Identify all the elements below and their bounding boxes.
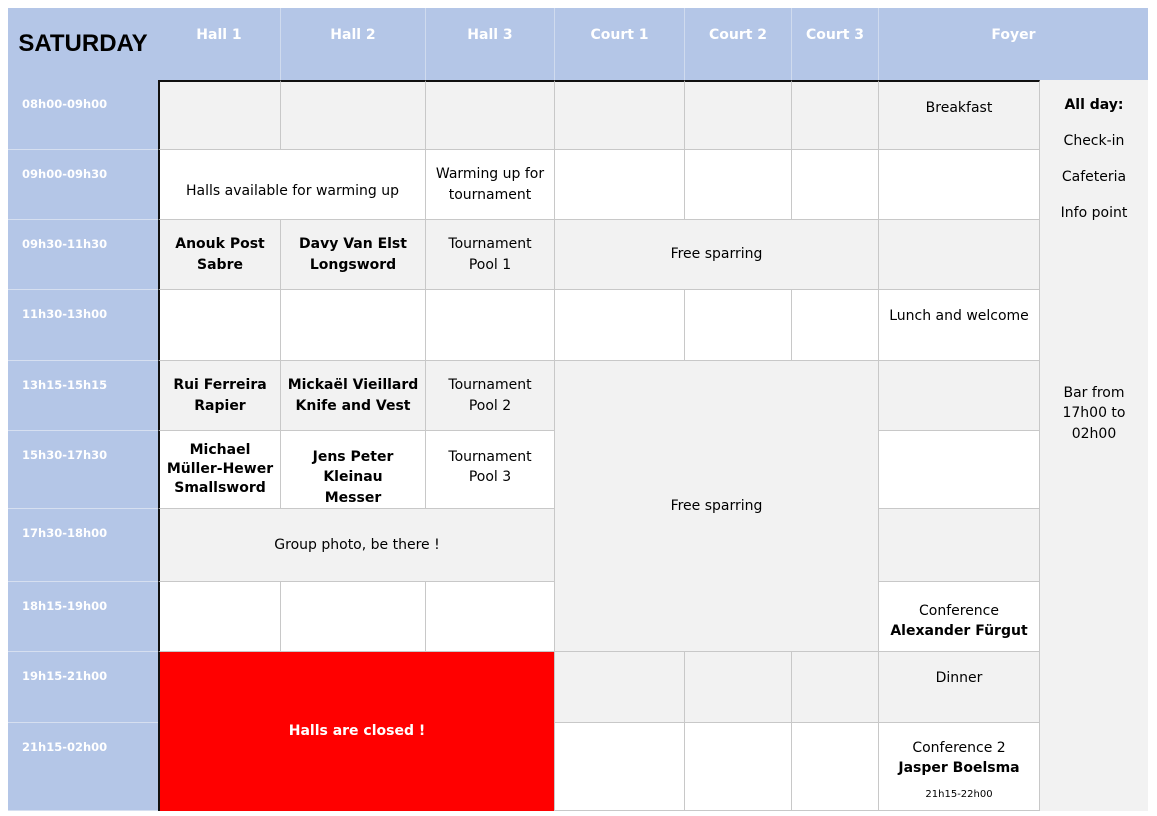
slot-cell (879, 431, 1040, 509)
time-slot-8: 18h15-19h00 (8, 582, 158, 652)
slot-cell (685, 723, 792, 811)
slot-cell (555, 150, 685, 220)
time-slot-4: 11h30-13h00 (8, 290, 158, 361)
event-warmup-tournament (426, 150, 555, 220)
slot-cell (426, 582, 555, 652)
event-free-sparring-morning: Free sparring (555, 220, 879, 290)
column-header-court-3: Court 3 (792, 8, 879, 80)
all-day-column (1040, 80, 1148, 811)
column-header-hall-3: Hall 3 (426, 8, 555, 80)
event-dinner: Dinner (879, 652, 1040, 723)
all-day-item: Info point (1060, 205, 1128, 221)
event-group-photo: Group photo, be there ! (158, 509, 555, 582)
slot-cell (158, 290, 281, 361)
column-header-foyer: Foyer (879, 8, 1148, 80)
instructor-name: Michael Müller-Hewer (166, 442, 274, 478)
workshop-michael-muller-hewer (158, 431, 281, 509)
slot-cell (555, 80, 685, 150)
slot-cell (879, 361, 1040, 431)
slot-cell (555, 652, 685, 723)
event-halls-closed: Halls are closed ! (158, 652, 555, 811)
time-slot-10: 21h15-02h00 (8, 723, 158, 811)
slot-cell (685, 290, 792, 361)
slot-cell (792, 723, 879, 811)
event-warmup-tournament-label: Warming up for tournament (435, 166, 545, 203)
all-day-item: Cafeteria (1061, 169, 1127, 185)
instructor-name: Jens Peter Kleinau (312, 449, 394, 486)
column-header-court-2: Court 2 (685, 8, 792, 80)
slot-cell (158, 80, 281, 150)
event-tournament-pool-3 (426, 431, 555, 509)
instructor-name: Anouk Post (175, 236, 265, 253)
slot-cell (281, 80, 426, 150)
event-breakfast: Breakfast (879, 80, 1040, 150)
time-slot-2: 09h00-09h30 (8, 150, 158, 220)
workshop-davy-van-elst (281, 220, 426, 290)
slot-cell (685, 150, 792, 220)
bar-hours-line: Bar from (1063, 385, 1125, 401)
time-slot-3: 09h30-11h30 (8, 220, 158, 290)
event-tournament-pool-2-label: Tournament Pool 2 (448, 377, 532, 414)
slot-cell (879, 220, 1040, 290)
conference-2-speaker: Jasper Boelsma (898, 759, 1020, 776)
slot-cell (555, 723, 685, 811)
bar-hours-line: 17h00 to (1062, 405, 1126, 421)
slot-cell (685, 652, 792, 723)
slot-cell (281, 290, 426, 361)
slot-cell (426, 290, 555, 361)
all-day-heading: All day: (1064, 97, 1124, 113)
weapon-name: Rapier (194, 397, 246, 414)
event-tournament-pool-3-label: Tournament Pool 3 (448, 449, 532, 486)
event-halls-warmup: Halls available for warming up (158, 150, 426, 220)
slot-cell (281, 582, 426, 652)
slot-cell (555, 290, 685, 361)
time-slot-1: 08h00-09h00 (8, 80, 158, 150)
slot-cell (685, 80, 792, 150)
conference-speaker: Alexander Fürgut (890, 622, 1028, 639)
column-header-court-1: Court 1 (555, 8, 685, 80)
slot-cell (792, 80, 879, 150)
time-slot-7: 17h30-18h00 (8, 509, 158, 582)
day-title: SATURDAY (18, 29, 148, 57)
day-title-cell (8, 8, 158, 80)
workshop-rui-ferreira (158, 361, 281, 431)
time-slot-9: 19h15-21h00 (8, 652, 158, 723)
weapon-name: Messer (324, 489, 382, 506)
weapon-name: Longsword (309, 256, 397, 273)
instructor-name: Davy Van Elst (299, 236, 407, 253)
weapon-name: Smallsword (174, 479, 266, 496)
slot-cell (879, 150, 1040, 220)
slot-cell (792, 652, 879, 723)
slot-cell (426, 80, 555, 150)
conference-label: Conference (918, 602, 999, 619)
time-slot-5: 13h15-15h15 (8, 361, 158, 431)
event-tournament-pool-1 (426, 220, 555, 290)
slot-cell (879, 509, 1040, 582)
event-conference-2 (879, 723, 1040, 811)
conference-2-label: Conference 2 (912, 740, 1006, 756)
bar-hours-line: 02h00 (1071, 426, 1117, 442)
event-free-sparring-afternoon: Free sparring (555, 361, 879, 652)
all-day-item: Check-in (1063, 133, 1125, 149)
event-lunch: Lunch and welcome (879, 290, 1040, 361)
workshop-mickael-vieillard (281, 361, 426, 431)
instructor-name: Mickaël Vieillard (287, 377, 419, 394)
conference-2-time: 21h15-22h00 (925, 789, 993, 801)
column-header-hall-2: Hall 2 (281, 8, 426, 80)
workshop-jens-peter-kleinau (281, 431, 426, 509)
weapon-name: Knife and Vest (295, 397, 411, 414)
event-conference (879, 582, 1040, 652)
workshop-anouk-post (158, 220, 281, 290)
time-slot-6: 15h30-17h30 (8, 431, 158, 509)
event-tournament-pool-1-label: Tournament Pool 1 (448, 236, 532, 273)
slot-cell (792, 290, 879, 361)
event-tournament-pool-2 (426, 361, 555, 431)
instructor-name: Rui Ferreira (173, 377, 267, 394)
column-header-hall-1: Hall 1 (158, 8, 281, 80)
weapon-name: Sabre (197, 256, 243, 273)
slot-cell (792, 150, 879, 220)
slot-cell (158, 582, 281, 652)
